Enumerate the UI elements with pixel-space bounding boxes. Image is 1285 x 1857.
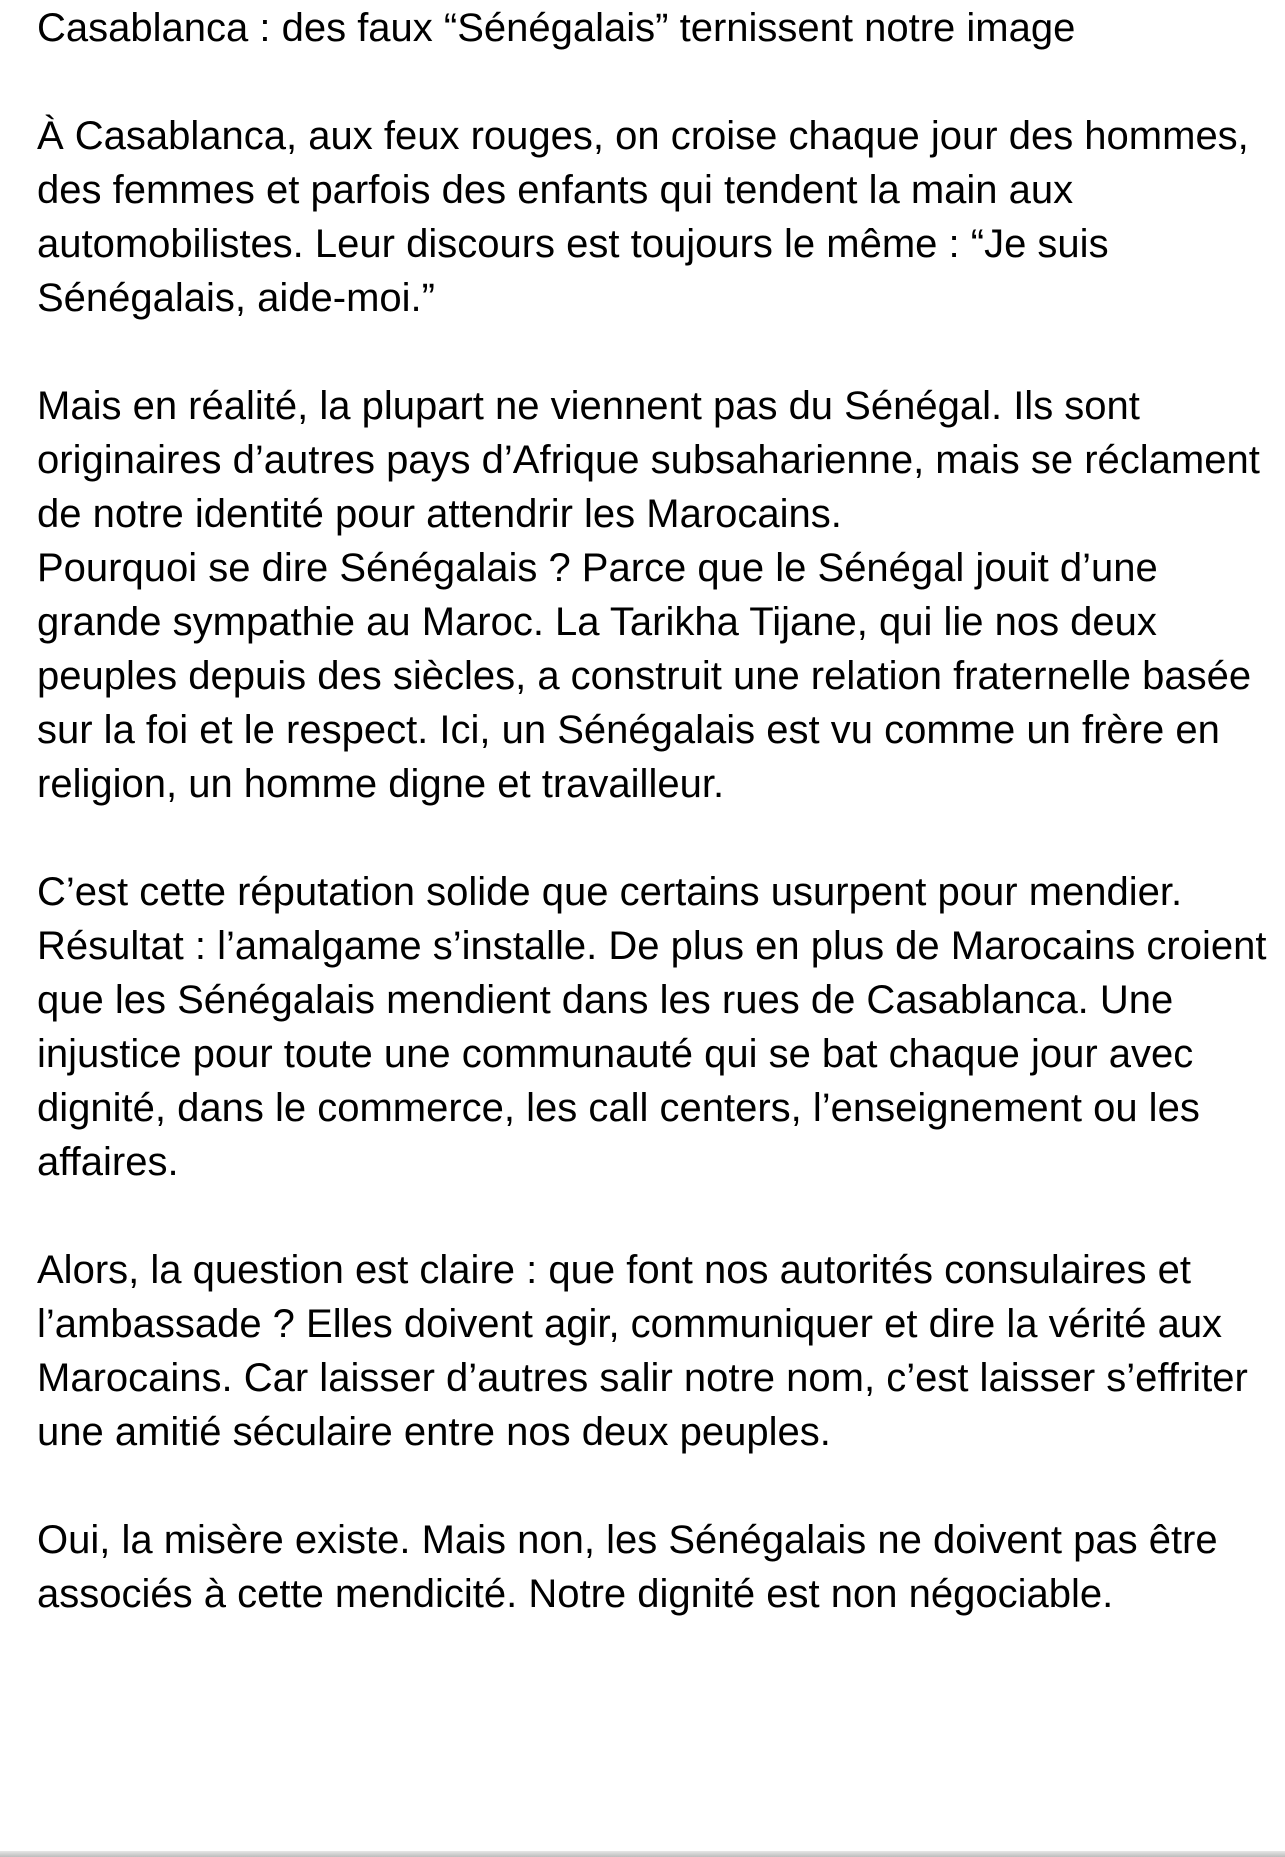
paragraph-gap <box>37 325 1277 379</box>
paragraph-gap <box>37 1189 1277 1243</box>
paragraph-gap <box>37 55 1277 109</box>
article-body <box>37 0 1277 1621</box>
paragraph-gap <box>37 811 1277 865</box>
article-title: Casablanca : des faux “Sénégalais” ternissent notre image <box>37 6 1076 50</box>
paragraph-gap <box>37 1459 1277 1513</box>
paragraph-origin: Mais en réalité, la plupart ne viennent pas du Sénégal. Ils sont originaires d’autres pays d’Afrique subsaharienne, mais se réclament de notre identité pour attendrir les Marocains. <box>37 384 1260 536</box>
bottom-edge-divider <box>0 1851 1285 1857</box>
paragraph-reputation: C’est cette réputation solide que certains usurpent pour mendier. Résultat : l’amalgame s’installe. De plus en plus de Marocains croient que les Sénégalais mendient dans les rues de Casablanca. Une injustice pour toute une communauté qui se bat chaque jour avec dignité, dans le commerce, les call centers, l’enseignement ou les affaires. <box>37 870 1267 1184</box>
paragraph-authorities: Alors, la question est claire : que font nos autorités consulaires et l’ambassade ? Elles doivent agir, communiquer et dire la vérité aux Marocains. Car laisser d’autres salir notre nom, c’est laisser s’effriter une amitié séculaire entre nos deux peuples. <box>37 1248 1248 1454</box>
paragraph-why: Pourquoi se dire Sénégalais ? Parce que le Sénégal jouit d’une grande sympathie au Maroc. La Tarikha Tijane, qui lie nos deux peuples depuis des siècles, a construit une relation fraternelle basée sur la foi et le respect. Ici, un Sénégalais est vu comme un frère en religion, un homme digne et travailleur. <box>37 546 1252 806</box>
paragraph-intro: À Casablanca, aux feux rouges, on croise chaque jour des hommes, des femmes et parfois des enfants qui tendent la main aux automobilistes. Leur discours est toujours le même : “Je suis Sénégalais, aide-moi.” <box>37 114 1249 320</box>
paragraph-conclusion: Oui, la misère existe. Mais non, les Sénégalais ne doivent pas être associés à cette mendicité. Notre dignité est non négociable. <box>37 1518 1218 1616</box>
